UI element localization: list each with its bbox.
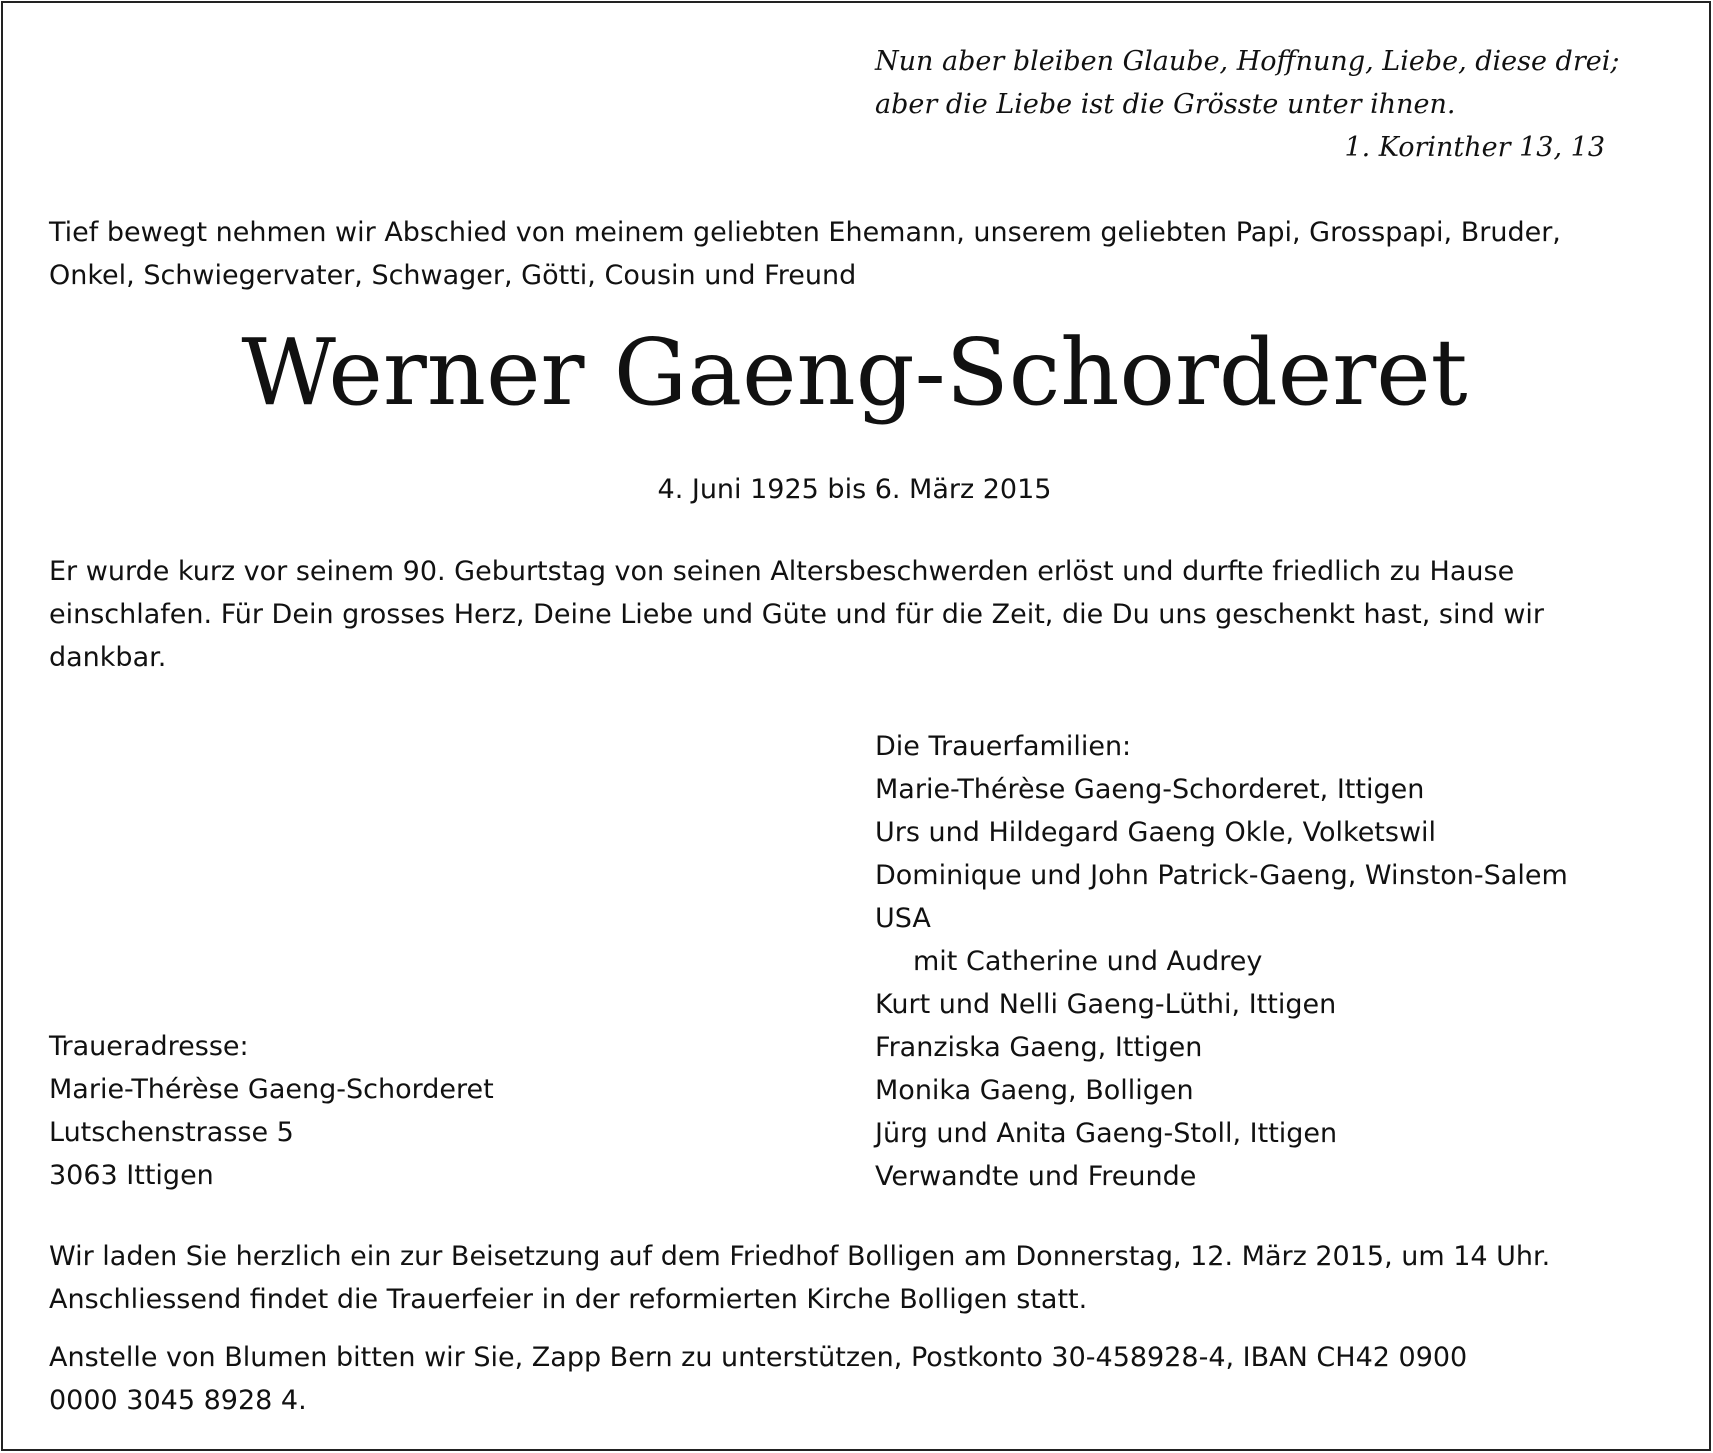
families-heading: Die Trauerfamilien: [875, 731, 1132, 762]
message-line-2: einschlafen. Für Dein grosses Herz, Deine Liebe und Güte und für die Zeit, die Du uns geschenkt hast, sind wir [49, 599, 1545, 630]
deceased-name: Werner Gaeng-Schorderet [241, 319, 1468, 426]
address-name: Marie-Thérèse Gaeng-Schorderet [49, 1074, 494, 1105]
family-member: USA [875, 903, 931, 934]
invitation-line-2: Anschliessend findet die Trauerfeier in der reformierten Kirche Bolligen statt. [49, 1284, 1088, 1315]
family-member: Franziska Gaeng, Ittigen [875, 1032, 1203, 1063]
quote-line-2: aber die Liebe ist die Grösste unter ihnen. [875, 89, 1456, 120]
intro-paragraph [49, 211, 1663, 297]
family-member: Urs und Hildegard Gaeng Okle, Volketswil [875, 817, 1437, 848]
message-line-3: dankbar. [49, 642, 167, 673]
message-line-1: Er wurde kurz vor seinem 90. Geburtstag von seinen Altersbeschwerden erlöst und durfte friedlich zu Hause [49, 556, 1515, 587]
quote-source: 1. Korinther 13, 13 [1344, 132, 1605, 163]
family-member: Verwandte und Freunde [875, 1161, 1197, 1192]
message-paragraph [49, 550, 1663, 679]
family-member: Monika Gaeng, Bolligen [875, 1075, 1194, 1106]
mourning-address [49, 1025, 749, 1197]
address-city: 3063 Ittigen [49, 1160, 214, 1191]
invitation-paragraph [49, 1235, 1663, 1321]
intro-line-2: Onkel, Schwiegervater, Schwager, Götti, Cousin und Freund [49, 260, 857, 291]
donation-line-1: Anstelle von Blumen bitten wir Sie, Zapp Bern zu unterstützen, Postkonto 30-458928-4, IBAN CH42 0900 [49, 1342, 1468, 1373]
family-member: Jürg und Anita Gaeng-Stoll, Ittigen [875, 1118, 1338, 1149]
intro-line-1: Tief bewegt nehmen wir Abschied von meinem geliebten Ehemann, unserem geliebten Papi, Grosspapi, Bruder, [49, 217, 1561, 248]
address-heading: Traueradresse: [49, 1031, 249, 1062]
address-street: Lutschenstrasse 5 [49, 1117, 294, 1148]
invitation-line-1: Wir laden Sie herzlich ein zur Beisetzung auf dem Friedhof Bolligen am Donnerstag, 12. März 2015, um 14 Uhr. [49, 1241, 1551, 1272]
donation-line-2: 0000 3045 8928 4. [49, 1385, 307, 1416]
family-member: Marie-Thérèse Gaeng-Schorderet, Ittigen [875, 774, 1425, 805]
donation-paragraph [49, 1336, 1663, 1422]
bible-quote [875, 40, 1620, 169]
quote-line-1: Nun aber bleiben Glaube, Hoffnung, Liebe, diese drei; [875, 46, 1620, 77]
family-member: Dominique und John Patrick-Gaeng, Winston-Salem [875, 860, 1568, 891]
life-dates: 4. Juni 1925 bis 6. März 2015 [657, 474, 1052, 505]
family-member: mit Catherine und Audrey [913, 946, 1263, 977]
mourning-families [875, 725, 1675, 1198]
family-member: Kurt und Nelli Gaeng-Lüthi, Ittigen [875, 989, 1337, 1020]
